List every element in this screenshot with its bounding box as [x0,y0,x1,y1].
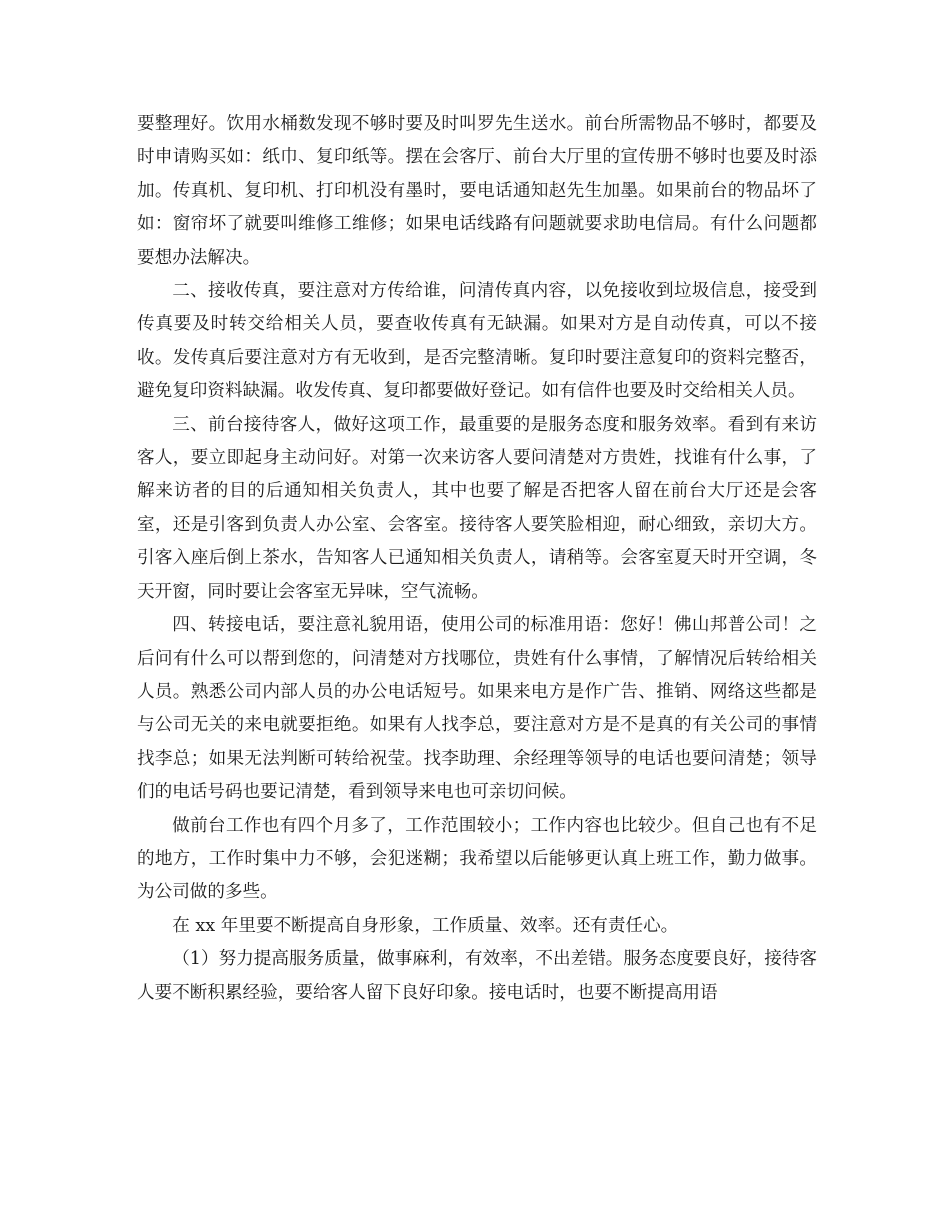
paragraph-summary: 做前台工作也有四个月多了，工作范围较小；工作内容也比较少。但自己也有不足的地方，工作时集中力不够，会犯迷糊；我希望以后能够更认真上班工作，勤力做事。为公司做的多些。 [137,815,817,903]
paragraph-goals: 在 xx 年里要不断提高自身形象，工作质量、效率。还有责任心。 [172,915,679,936]
paragraph-supplies: 要整理好。饮用水桶数发现不够时要及时叫罗先生送水。前台所需物品不够时，都要及时申请购买如：纸巾、复印纸等。摆在会客厅、前台大厅里的宣传册不够时也要及时添加。传真机、复印机、打印机没有墨时，要电话通知赵先生加墨。如果前台的物品坏了如：窗帘坏了就要叫维修工维修；如果电话线路有问题就要求助电信局。有什么问题都要想办法解决。 [137,114,817,268]
paragraph-goal-1: （1）努力提高服务质量，做事麻利，有效率，不出差错。服务态度要良好，接待客人要不断积累经验，要给客人留下良好印象。接电话时，也要不断提高用语 [137,949,817,1003]
paragraph-fax: 二、接收传真，要注意对方传给谁，问清传真内容，以免接收到垃圾信息，接受到传真要及时转交给相关人员，要查收传真有无缺漏。如果对方是自动传真，可以不接收。发传真后要注意对方有无收到，是否完整清晰。复印时要注意复印的资料完整否，避免复印资料缺漏。收发传真、复印都要做好登记。如有信件也要及时交给相关人员。 [137,281,817,402]
paragraph-phone: 四、转接电话，要注意礼貌用语，使用公司的标准用语：您好！佛山邦普公司！之后问有什么可以帮到您的，问清楚对方找哪位，贵姓有什么事情，了解情况后转给相关人员。熟悉公司内部人员的办公电话短号。如果来电方是作广告、推销、网络这些都是与公司无关的来电就要拒绝。如果有人找李总，要注意对方是不是真的有关公司的事情找李总；如果无法判断可转给祝莹。找李助理、余经理等领导的电话也要问清楚；领导们的电话号码也要记清楚，看到领导来电也可亲切问候。 [137,615,817,803]
paragraph-reception: 三、前台接待客人，做好这项工作，最重要的是服务态度和服务效率。看到有来访客人，要立即起身主动问好。对第一次来访客人要问清楚对方贵姓，找谁有什么事，了解来访者的目的后通知相关负责人，其中也要了解是否把客人留在前台大厅还是会客室，还是引客到负责人办公室、会客室。接待客人要笑脸相迎，耐心细致，亲切大方。引客入座后倒上茶水，告知客人已通知相关负责人，请稍等。会客室夏天时开空调，冬天开窗，同时要让会客室无异味，空气流畅。 [137,414,817,602]
document-page [137,108,817,1010]
